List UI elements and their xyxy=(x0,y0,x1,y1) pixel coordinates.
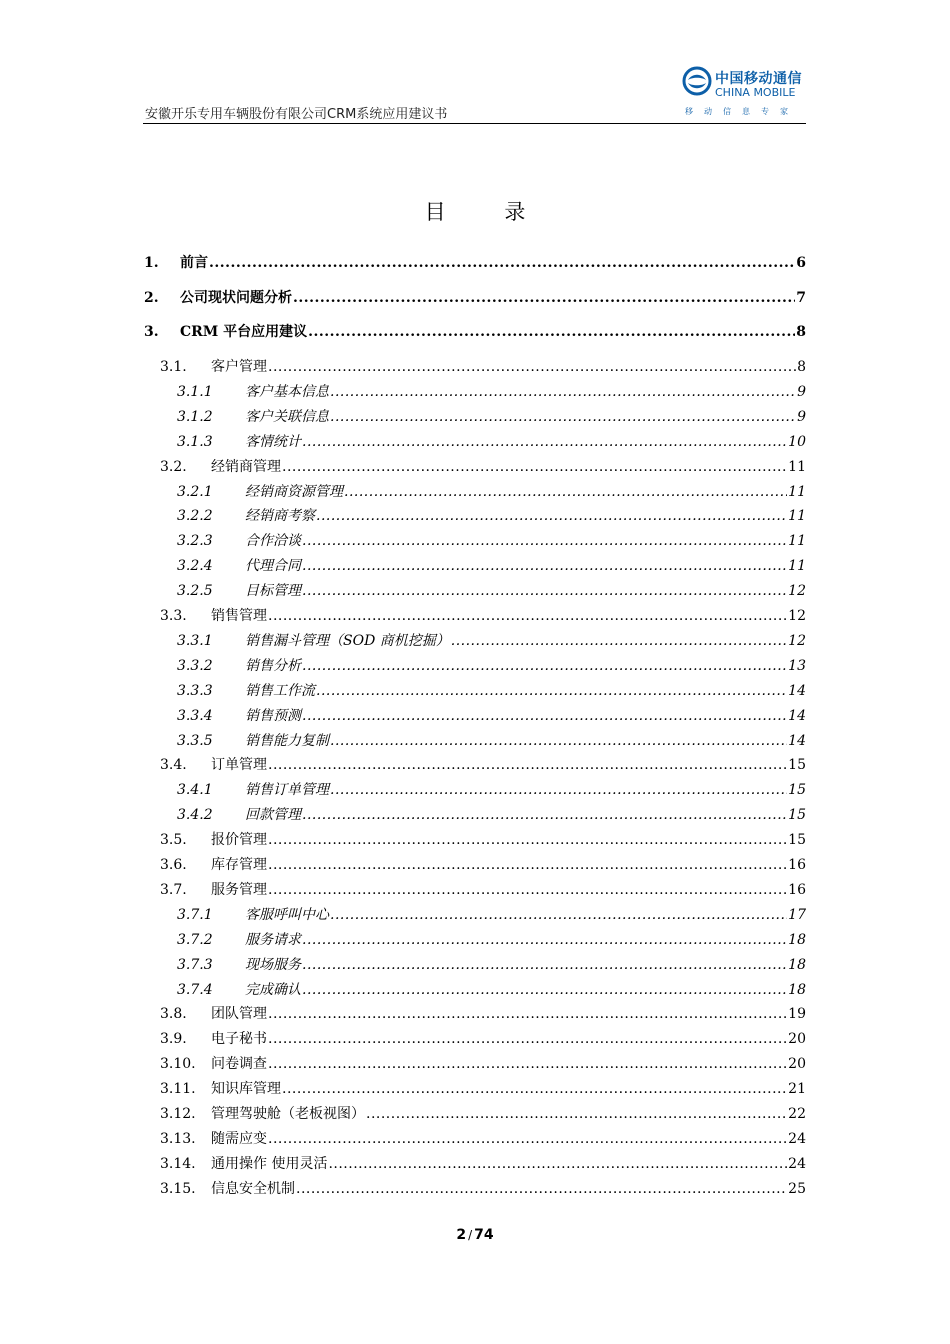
toc-entry-page: 15 xyxy=(788,782,806,799)
toc-entry[interactable] xyxy=(143,483,806,501)
toc-entry[interactable] xyxy=(143,881,806,899)
toc-entry-number: 3.3.5 xyxy=(177,732,213,749)
toc-entry-title: 前言 xyxy=(180,255,208,271)
toc-entry-title: 合作洽谈 xyxy=(245,533,301,550)
toc-entry-number: 3.7.3 xyxy=(177,956,213,973)
toc-entry-page: 20 xyxy=(788,1056,806,1073)
toc-entry-page: 7 xyxy=(796,289,806,306)
toc-dot-leader xyxy=(330,781,787,799)
toc-entry-number: 3.7. xyxy=(160,881,187,898)
toc-entry-title: 报价管理 xyxy=(211,832,267,849)
toc-entry-title: 经销商考察 xyxy=(245,508,315,525)
toc-entry-number: 3.3.4 xyxy=(177,707,213,724)
toc-entry-page: 24 xyxy=(788,1155,806,1172)
toc-entry[interactable] xyxy=(143,831,806,849)
toc-entry[interactable] xyxy=(143,1030,806,1048)
toc-entry-title: 现场服务 xyxy=(245,956,301,973)
toc-entry-page: 11 xyxy=(788,533,806,550)
toc-entry-page: 25 xyxy=(788,1180,806,1197)
toc-entry-title: 回款管理 xyxy=(245,807,301,824)
toc-entry-title: 信息安全机制 xyxy=(211,1180,295,1197)
toc-entry[interactable] xyxy=(143,408,806,426)
toc-entry[interactable] xyxy=(143,607,806,625)
toc-entry-number: 3.3. xyxy=(160,608,187,624)
toc-entry[interactable] xyxy=(143,1155,806,1173)
toc-entry-title: 代理合同 xyxy=(245,558,301,575)
toc-dot-leader xyxy=(268,756,787,774)
toc-dot-leader xyxy=(268,607,787,625)
toc-entry[interactable] xyxy=(143,1105,806,1123)
toc-entry-number: 3.7.1 xyxy=(177,906,213,923)
toc-entry[interactable] xyxy=(143,1130,806,1148)
toc-entry-number: 3.2.3 xyxy=(177,533,213,550)
toc-entry-title: 库存管理 xyxy=(211,857,267,873)
toc-entry[interactable] xyxy=(143,582,806,600)
toc-entry[interactable] xyxy=(143,781,806,799)
toc-dot-leader xyxy=(302,956,787,974)
toc-entry-page: 24 xyxy=(788,1130,806,1147)
toc-dot-leader xyxy=(302,657,787,675)
toc-entry-title: 经销商资源管理 xyxy=(245,483,343,500)
toc-entry[interactable] xyxy=(143,732,806,750)
toc-entry-number: 3.4.1 xyxy=(177,782,213,799)
toc-entry[interactable] xyxy=(143,632,806,650)
toc-dot-leader xyxy=(330,906,787,924)
toc-entry-page: 9 xyxy=(797,408,806,425)
toc-entry-title: 目标管理 xyxy=(245,583,301,600)
toc-dot-leader xyxy=(268,856,787,874)
toc-entry-page: 14 xyxy=(788,682,806,699)
toc-dot-leader xyxy=(366,1105,787,1123)
toc-dot-leader xyxy=(268,1130,787,1148)
toc-entry[interactable] xyxy=(143,1180,806,1198)
toc-entry-page: 20 xyxy=(788,1031,806,1048)
toc-dot-leader xyxy=(268,881,787,899)
toc-entry-title: 服务管理 xyxy=(211,881,267,898)
toc-entry-page: 12 xyxy=(788,583,806,600)
toc-entry-title: 管理驾驶舱（老板视图） xyxy=(211,1106,365,1122)
toc-dot-leader xyxy=(330,408,796,426)
toc-entry[interactable] xyxy=(143,458,806,476)
current-page: 2 xyxy=(456,1227,467,1243)
toc-entry-number: 3.11. xyxy=(160,1081,196,1098)
toc-entry-number: 3.13. xyxy=(160,1130,196,1147)
toc-dot-leader xyxy=(302,931,787,949)
page-number xyxy=(0,1227,950,1243)
toc-entry-title: 销售能力复制 xyxy=(245,732,329,749)
toc-dot-leader xyxy=(282,1080,787,1098)
toc-entry-page: 12 xyxy=(788,608,806,624)
toc-entry-title: 团队管理 xyxy=(211,1006,267,1023)
toc-entry-page: 22 xyxy=(788,1106,806,1122)
toc-entry[interactable] xyxy=(143,682,806,700)
toc-dot-leader xyxy=(302,806,787,824)
toc-entry-title: 经销商管理 xyxy=(211,458,281,475)
toc-entry-page: 18 xyxy=(788,981,806,998)
toc-dot-leader xyxy=(302,557,787,575)
toc-dot-leader xyxy=(344,483,787,501)
toc-entry-page: 16 xyxy=(788,881,806,898)
toc-entry-title: 销售工作流 xyxy=(245,682,315,699)
toc-entry[interactable] xyxy=(143,1055,806,1073)
toc-entry-page: 11 xyxy=(788,558,806,575)
toc-entry[interactable] xyxy=(143,956,806,974)
toc-entry[interactable] xyxy=(143,358,806,376)
toc-entry-page: 14 xyxy=(788,732,806,749)
toc-entry-number: 3.4.2 xyxy=(177,807,213,824)
toc-entry-page: 14 xyxy=(788,707,806,724)
toc-entry-number: 3.12. xyxy=(160,1106,196,1122)
toc-entry[interactable] xyxy=(143,323,806,341)
toc-entry-page: 12 xyxy=(788,632,806,649)
toc-entry[interactable] xyxy=(143,707,806,725)
toc-entry-page: 15 xyxy=(788,757,806,774)
toc-entry-number: 3.2.2 xyxy=(177,508,213,525)
toc-entry-title: 销售管理 xyxy=(211,608,267,624)
toc-entry[interactable] xyxy=(143,557,806,575)
toc-dot-leader xyxy=(296,1180,787,1198)
toc-entry-number: 2. xyxy=(144,289,159,306)
toc-entry-title: 公司现状问题分析 xyxy=(180,289,292,306)
toc-dot-leader xyxy=(330,732,787,750)
toc-entry-number: 1. xyxy=(144,255,159,271)
toc-entry-title: 订单管理 xyxy=(211,757,267,774)
toc-entry[interactable] xyxy=(143,1005,806,1023)
toc-dot-leader xyxy=(268,1055,787,1073)
toc-dot-leader xyxy=(328,1155,787,1173)
toc-entry-number: 3.7.4 xyxy=(177,981,213,998)
toc-entry-title: 问卷调查 xyxy=(211,1056,267,1073)
toc-entry-page: 21 xyxy=(788,1081,806,1098)
toc-entry-number: 3. xyxy=(144,324,159,340)
toc-entry-number: 3.9. xyxy=(160,1031,187,1048)
toc-entry-number: 3.3.2 xyxy=(177,657,213,674)
toc-entry[interactable] xyxy=(143,383,806,401)
toc-entry[interactable] xyxy=(143,931,806,949)
china-mobile-logo xyxy=(682,66,806,120)
toc-entry-number: 3.5. xyxy=(160,832,187,849)
toc-entry-title: 客户基本信息 xyxy=(245,383,329,400)
toc-entry[interactable] xyxy=(143,289,806,307)
page-separator: / xyxy=(468,1228,473,1242)
toc-entry[interactable] xyxy=(143,756,806,774)
toc-dot-leader xyxy=(282,458,787,476)
toc-entry-number: 3.3.1 xyxy=(177,632,213,649)
toc-entry-page: 13 xyxy=(788,657,806,674)
toc-entry-page: 18 xyxy=(788,931,806,948)
toc-entry-page: 6 xyxy=(796,255,806,271)
toc-entry-number: 3.8. xyxy=(160,1006,187,1023)
toc-entry[interactable] xyxy=(143,657,806,675)
toc-entry-number: 3.1.2 xyxy=(177,408,213,425)
toc-entry-number: 3.7.2 xyxy=(177,931,213,948)
toc-entry-page: 8 xyxy=(797,359,806,375)
toc-entry-number: 3.2.4 xyxy=(177,558,213,575)
toc-entry-number: 3.6. xyxy=(160,857,187,873)
header-document-title: 安徽开乐专用车辆股份有限公司CRM系统应用建议书 xyxy=(145,107,448,122)
toc-dot-leader xyxy=(308,323,795,341)
toc-entry-number: 3.1. xyxy=(160,359,187,375)
toc-entry-title: 通用操作 使用灵活 xyxy=(211,1155,328,1172)
toc-dot-leader xyxy=(330,383,796,401)
toc-entry-title: 销售漏斗管理（SOD 商机挖掘） xyxy=(245,632,450,649)
toc-entry-title: 客情统计 xyxy=(245,433,301,450)
toc-dot-leader xyxy=(268,1005,787,1023)
logo-chinese-text: 中国移动通信 xyxy=(715,71,802,87)
toc-entry[interactable] xyxy=(143,507,806,525)
toc-entry-number: 3.10. xyxy=(160,1056,196,1073)
toc-entry-title: 客服呼叫中心 xyxy=(245,906,329,923)
toc-entry-number: 3.4. xyxy=(160,757,187,774)
toc-entry-page: 10 xyxy=(788,433,806,450)
toc-title: 目 录 xyxy=(424,200,552,224)
toc-entry-number: 3.2.1 xyxy=(177,483,213,500)
total-pages: 74 xyxy=(474,1227,494,1243)
toc-entry-page: 15 xyxy=(788,832,806,849)
toc-entry-title: 随需应变 xyxy=(211,1130,267,1147)
toc-dot-leader xyxy=(316,507,787,525)
header-rule xyxy=(143,123,806,124)
toc-entry-title: 客户关联信息 xyxy=(245,408,329,425)
toc-dot-leader xyxy=(302,707,787,725)
toc-entry-page: 15 xyxy=(788,807,806,824)
toc-entry-title: CRM 平台应用建议 xyxy=(180,324,308,340)
toc-entry[interactable] xyxy=(143,1080,806,1098)
toc-entry-number: 3.3.3 xyxy=(177,682,213,699)
toc-entry[interactable] xyxy=(143,532,806,550)
toc-entry-page: 8 xyxy=(796,324,806,340)
china-mobile-emblem-icon xyxy=(682,66,712,96)
toc-dot-leader xyxy=(268,1030,787,1048)
toc-dot-leader xyxy=(302,433,787,451)
toc-entry[interactable] xyxy=(143,806,806,824)
toc-entry-page: 11 xyxy=(788,508,806,525)
toc-dot-leader xyxy=(302,532,787,550)
toc-dot-leader xyxy=(302,981,787,999)
toc-entry[interactable] xyxy=(143,856,806,874)
toc-entry-number: 3.1.3 xyxy=(177,433,213,450)
logo-slogan: 移动信息专家 xyxy=(685,107,799,116)
toc-dot-leader xyxy=(316,682,787,700)
toc-entry-title: 服务请求 xyxy=(245,931,301,948)
toc-entry-title: 销售预测 xyxy=(245,707,301,724)
toc-dot-leader xyxy=(293,289,795,307)
toc-entry[interactable] xyxy=(143,906,806,924)
toc-entry-page: 11 xyxy=(788,458,806,475)
toc-entry[interactable] xyxy=(143,254,806,272)
logo-english-text: CHINA MOBILE xyxy=(715,86,796,99)
toc-dot-leader xyxy=(302,582,787,600)
toc-entry-page: 18 xyxy=(788,956,806,973)
toc-entry[interactable] xyxy=(143,433,806,451)
toc-entry-title: 知识库管理 xyxy=(211,1081,281,1098)
toc-entry-title: 客户管理 xyxy=(211,359,267,375)
toc-dot-leader xyxy=(268,358,796,376)
toc-entry-page: 9 xyxy=(797,383,806,400)
toc-entry-title: 销售订单管理 xyxy=(245,782,329,799)
toc-entry[interactable] xyxy=(143,981,806,999)
toc-entry-number: 3.2. xyxy=(160,458,187,475)
toc-entry-page: 11 xyxy=(788,483,806,500)
toc-entry-page: 19 xyxy=(788,1006,806,1023)
toc-entry-number: 3.2.5 xyxy=(177,583,213,600)
toc-entry-number: 3.15. xyxy=(160,1180,196,1197)
toc-entry-title: 电子秘书 xyxy=(211,1031,267,1048)
toc-entry-page: 17 xyxy=(788,906,806,923)
toc-entry-title: 完成确认 xyxy=(245,981,301,998)
toc-entry-number: 3.1.1 xyxy=(177,383,213,400)
toc-entry-title: 销售分析 xyxy=(245,657,301,674)
toc-dot-leader xyxy=(451,632,787,650)
toc-dot-leader xyxy=(268,831,787,849)
toc-dot-leader xyxy=(209,254,795,272)
toc-entry-number: 3.14. xyxy=(160,1155,196,1172)
toc-entry-page: 16 xyxy=(788,857,806,873)
